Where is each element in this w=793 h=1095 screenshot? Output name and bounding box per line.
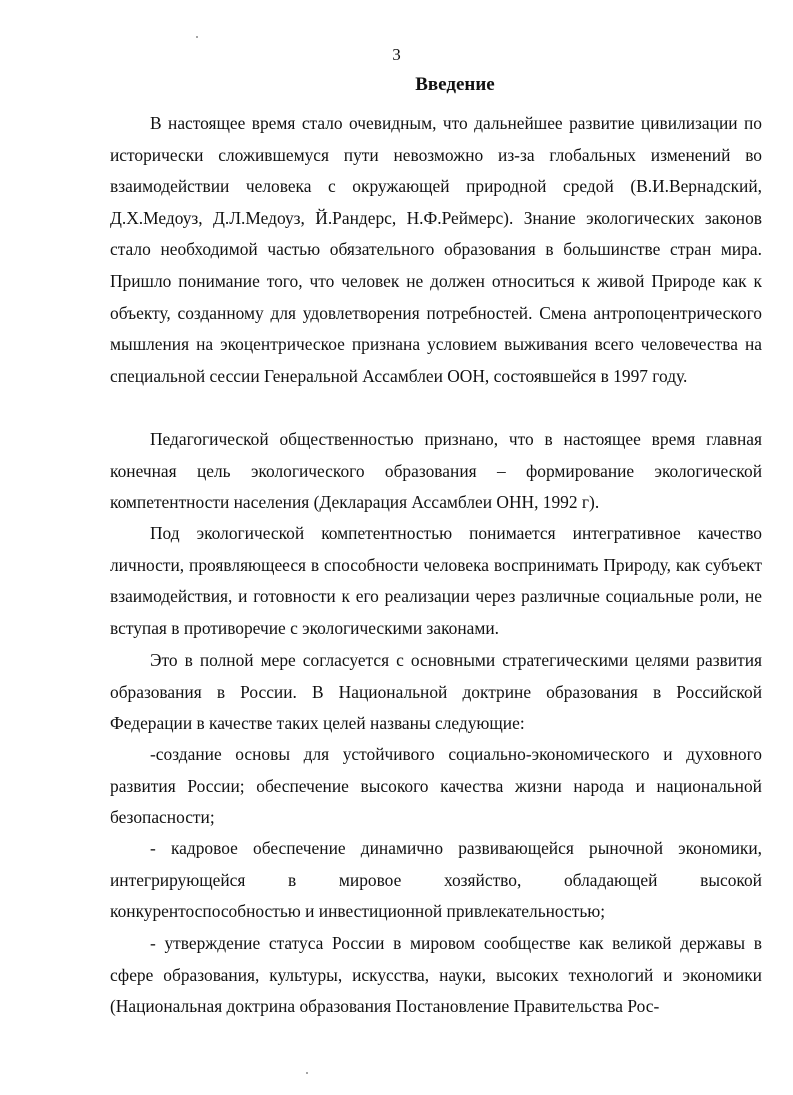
list-item-goal-1: -создание основы для устойчивого социально-экономического и духовного развития России; обеспечение высокого качества жизни народа и национальной безопасности; (110, 744, 762, 828)
paragraph-doctrine: Это в полной мере согласуется с основными стратегическими целями развития образования в России. В Национальной доктрине образования в Российской Федерации в качестве таких целей названы следующие: (110, 650, 762, 734)
page-number: 3 (392, 45, 401, 64)
list-item-goal-2: - кадровое обеспечение динамично развивающейся рыночной экономики, интегрирующейся в мировое хозяйство, обладающей высокой конкурентоспособностью и инвестиционной привлекательностью; (110, 838, 762, 922)
paragraph-intro: В настоящее время стало очевидным, что дальнейшее развитие цивилизации по исторически сложившемуся пути невозможно из-за глобальных изменений во взаимодействии человека с окружающей природной средой (В.И.Вернадский, Д.Х.Медоуз, Д.Л.Медоуз, Й.Рандерс, Н.Ф.Реймерс). Знание экологических законов стало необходимой частью обязательного образования в большинстве стран мира. Пришло понимание того, что человек не должен относиться к живой Природе как к объекту, созданному для удовлетворения потребностей. Смена антропоцентрического мышления на экоцентрическое признана условием выживания всего человечества на специальной сессии Генеральной Ассамблеи ООН, состоявшейся в 1997 году. (110, 113, 762, 386)
section-title: Введение (415, 74, 495, 95)
paragraph-goal: Педагогической общественностью признано, что в настоящее время главная конечная цель экологического образования – формирование экологической компетентности населения (Декларация Ассамблеи ОНН, 1992 г). (110, 429, 762, 513)
scan-speck (196, 36, 198, 38)
paragraph-definition: Под экологической компетентностью понимается интегративное качество личности, проявляющееся в способности человека воспринимать Природу, как субъект взаимодействия, и готовности к его реализации через различные социальные роли, не вступая в противоречие с экологическими законами. (110, 523, 762, 638)
scan-speck (306, 1072, 308, 1074)
list-item-goal-3: - утверждение статуса России в мировом сообществе как великой державы в сфере образования, культуры, искусства, науки, высоких технологий и экономики (Национальная доктрина образования Постановление Правительства Рос- (110, 933, 762, 1017)
